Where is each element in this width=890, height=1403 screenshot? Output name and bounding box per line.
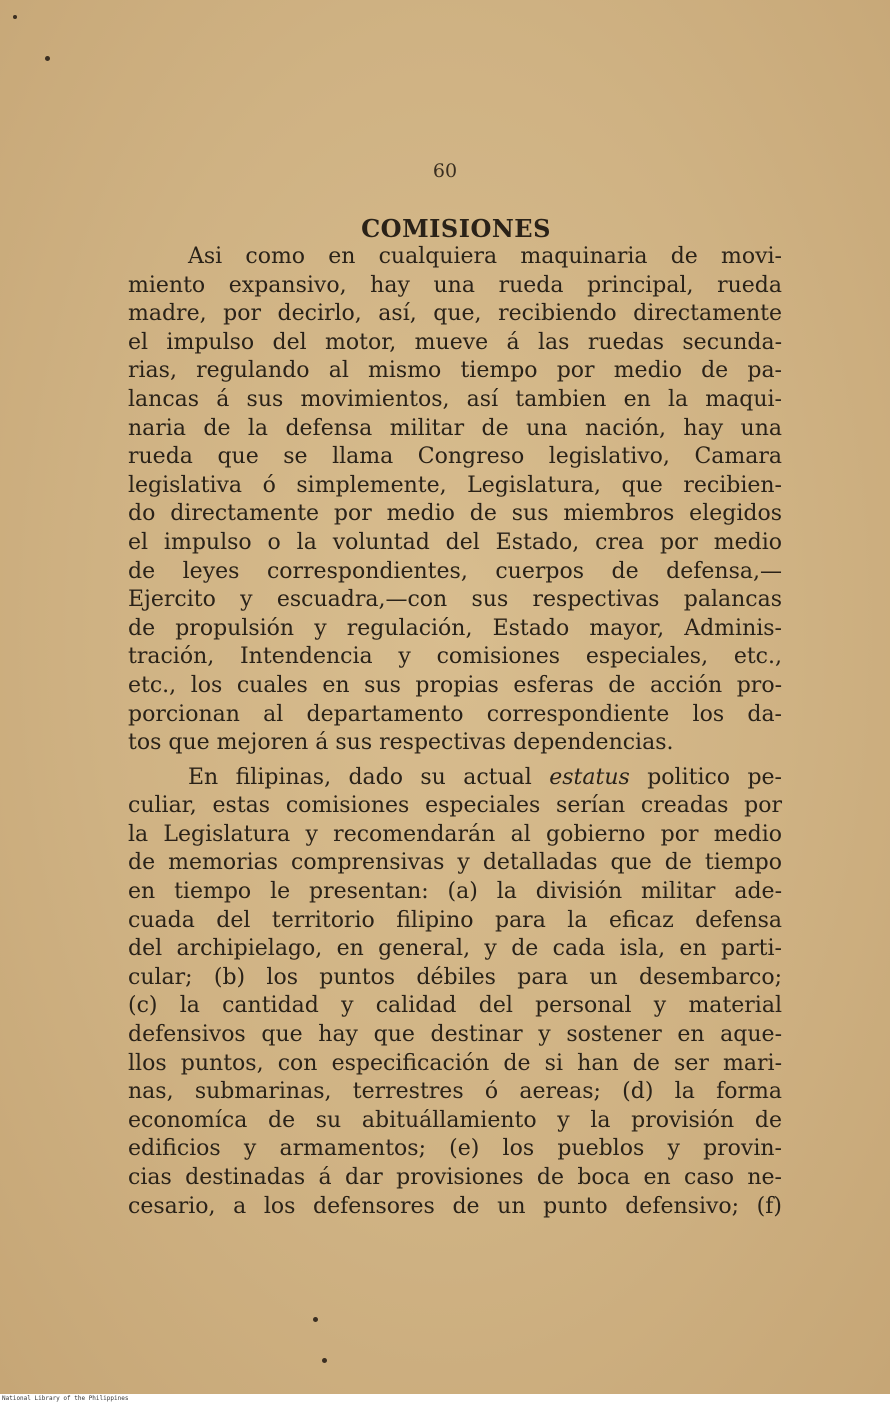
text-line: porcionan al departamento correspondiente los da- xyxy=(128,701,782,727)
text-line: tos que mejoren á sus respectivas dependencias. xyxy=(128,730,674,756)
footer-credit: National Library of the Philippines xyxy=(2,1395,129,1402)
text-line: edificios y armamentos; (e) los pueblos y provin- xyxy=(128,1136,782,1162)
ink-speck xyxy=(13,15,17,19)
text-line: el impulso o la voluntad del Estado, crea por medio xyxy=(128,529,782,555)
footer-strip xyxy=(0,1394,890,1403)
ink-speck xyxy=(45,56,50,61)
section-heading: COMISIONES xyxy=(361,214,551,243)
text-line: etc., los cuales en sus propias esferas de acción pro- xyxy=(128,672,782,698)
text-line: la Legislatura y recomendarán al gobierno por medio xyxy=(128,821,782,847)
text-line: Ejercito y escuadra,—con sus respectivas palancas xyxy=(128,587,782,613)
text-line: do directamente por medio de sus miembros elegidos xyxy=(128,501,782,527)
text-run: politico pe- xyxy=(629,764,782,790)
text-line: nas, submarinas, terrestres ó aereas; (d) la forma xyxy=(128,1079,782,1105)
text-line: en tiempo le presentan: (a) la división militar ade- xyxy=(128,879,782,905)
text-line: llos puntos, con especificación de si han de ser mari- xyxy=(128,1050,782,1076)
text-line: naria de la defensa militar de una nación, hay una xyxy=(128,415,782,441)
text-line: cesario, a los defensores de un punto defensivo; (f) xyxy=(128,1193,782,1219)
text-line: cias destinadas á dar provisiones de boca en caso ne- xyxy=(128,1165,782,1190)
text-line: lancas á sus movimientos, así tambien en la maqui- xyxy=(128,386,782,412)
text-line: culiar, estas comisiones especiales serían creadas por xyxy=(128,793,782,819)
text-line: de propulsión y regulación, Estado mayor, Adminis- xyxy=(128,615,782,641)
body-text xyxy=(128,243,782,1221)
text-run: En filipinas, dado su actual xyxy=(188,764,550,790)
text-line: economíca de su abituállamiento y la provisión de xyxy=(128,1107,782,1133)
text-line: rias, regulando al mismo tiempo por medio de pa- xyxy=(128,358,782,384)
text-line: de leyes correspondientes, cuerpos de defensa,— xyxy=(128,558,782,584)
text-line: legislativa ó simplemente, Legislatura, que recibien- xyxy=(128,472,782,498)
text-line xyxy=(128,764,782,793)
text-line: cuada del territorio filipino para la eficaz defensa xyxy=(128,907,782,933)
ink-speck xyxy=(322,1358,327,1363)
text-line: rueda que se llama Congreso legislativo, Camara xyxy=(128,444,782,470)
text-line: del archipielago, en general, y de cada isla, en parti- xyxy=(128,936,782,962)
text-line: miento expansivo, hay una rueda principal, rueda xyxy=(128,272,782,298)
text-line: tración, Intendencia y comisiones especiales, etc., xyxy=(128,644,782,670)
text-line: defensivos que hay que destinar y sostener en aque- xyxy=(128,1022,782,1048)
text-line: (c) la cantidad y calidad del personal y material xyxy=(128,993,782,1019)
text-line: de memorias comprensivas y detalladas que de tiempo xyxy=(128,850,782,876)
paragraph-2 xyxy=(128,764,782,1222)
text-line: cular; (b) los puntos débiles para un desembarco; xyxy=(128,964,782,990)
page-number: 60 xyxy=(432,160,458,182)
text-line: madre, por decirlo, así, que, recibiendo directamente xyxy=(128,301,782,327)
paragraph-1 xyxy=(128,243,782,758)
ink-speck xyxy=(313,1317,318,1322)
italic-term: estatus xyxy=(549,764,630,790)
text-line: Asi como en cualquiera maquinaria de movi- xyxy=(188,244,782,269)
text-line: el impulso del motor, mueve á las ruedas secunda- xyxy=(128,329,782,355)
